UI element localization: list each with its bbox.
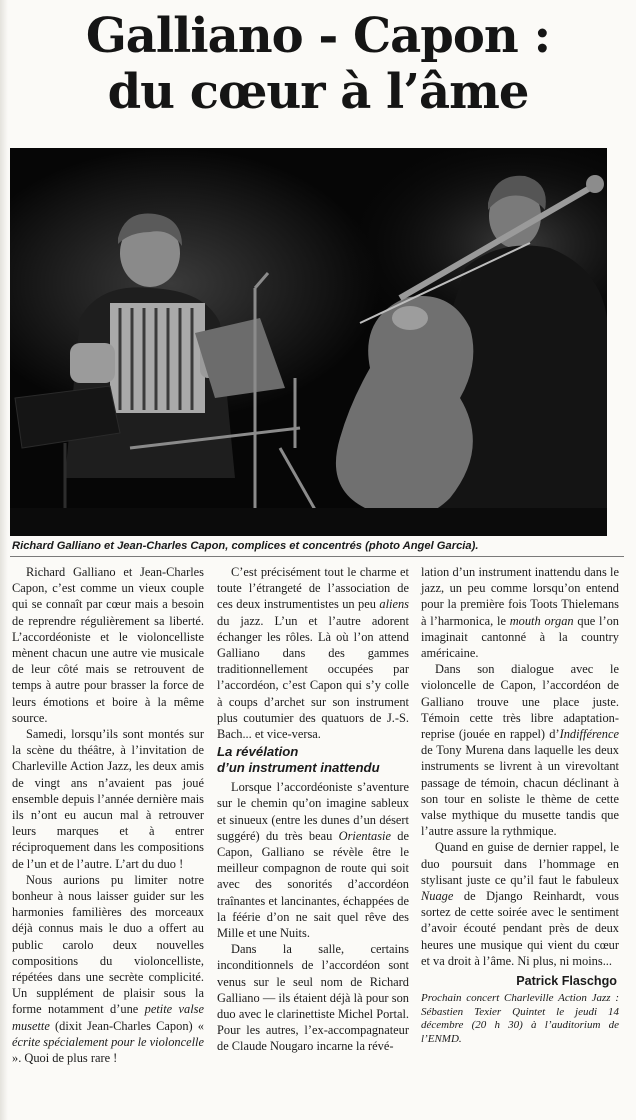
emphasis: Indifférence — [559, 727, 619, 742]
article-column-1 — [12, 564, 204, 1066]
emphasis: écrite spécialement pour le violoncelle — [12, 1034, 204, 1049]
headline-line-1: Galliano - Capon : — [85, 8, 551, 64]
paragraph: Dans son dialogue avec le violoncelle de Capon, l’accordéon de Galliano trouve une place juste. Témoin cette très libre adaptation-reprise (jouée en rappel) d’Indifférence de Tony Murena dans laquelle les deux instruments se livrent à un virevoltant passage de témoin, chacun déclinant à son tour en soliste le thème de cette valse mythique du musette tandis que l’autre assure la rythmique. — [421, 662, 619, 839]
concert-photo — [10, 148, 607, 536]
emphasis: petite valse musette — [12, 1002, 204, 1033]
event-footnote: Prochain concert Charleville Action Jazz : Sébastien Texier Quintet le jeudi 14 décembre (20 h 30) à l’auditorium de l’ENMD. — [421, 992, 619, 1045]
headline-line-2: du cœur à l’âme — [107, 64, 529, 120]
concert-photo-illustration — [10, 148, 607, 536]
emphasis: aliens — [379, 597, 409, 612]
emphasis: mouth organ — [509, 613, 574, 628]
paragraph: Nous aurions pu limiter notre bonheur à nous laisser guider sur les harmonies familières des morceaux déjà connus mais le duo a offert au public carolo deux nouvelles compositions du violoncelliste, répétées dans une secrète complicité. Un supplément de plaisir sous la forme notamment d’une petite valse musette (dixit Jean-Charles Capon) « écrite spécialement pour le violoncelle ». Quoi de plus rare ! — [12, 872, 204, 1066]
paragraph: Quand en guise de dernier rappel, le duo poursuit dans l’hommage en stylisant juste ce qu’il faut le fabuleux Nuage de Django Reinhardt, vous sortez de cette soirée avec le sentiment d’avoir écouté pendant près de deux heures une musique qui vient du cœur et va droit à l’âme. Ni plus, ni moins... — [421, 840, 619, 968]
paragraph: Samedi, lorsqu’ils sont montés sur la scène du théâtre, à l’invitation de Charleville Action Jazz, les deux amis de vingt ans n’avaient pas joué ensemble depuis l’année dernière mais ils n’ont eu aucun mal à retrouver leurs marques et à entrer réciproquement dans les compositions de l’un et de l’autre. L’art du duo ! — [12, 727, 204, 871]
article-column-2 — [217, 564, 409, 1055]
headline — [0, 8, 636, 120]
article-column-3 — [421, 564, 619, 1046]
subheading: La révélation d’un instrument inattendu — [217, 744, 380, 776]
paragraph: lation d’un instrument inattendu dans le jazz, un peu comme lorsqu’on entend pour la première fois Toots Thielemans à l’harmonica, le mouth organ que l’on imaginait cantonné à la country américaine. — [421, 565, 619, 661]
page-fold-shadow — [0, 0, 8, 1120]
paragraph: Richard Galliano et Jean-Charles Capon, c’est comme un vieux couple qui se connaît par cœur mais a besoin de reprendre régulièrement sa liberté. L’accordéoniste et le violoncelliste mènent chacun une autre vie musicale de leur côté mais se retrouvent de temps à autre pour brasser la force de leurs émotions et boire à la même source. — [12, 565, 204, 725]
author-signature: Patrick Flaschgo — [516, 974, 617, 989]
emphasis: Nuage — [421, 889, 454, 904]
emphasis: Orientasie — [338, 828, 391, 843]
paragraph: Dans la salle, certains inconditionnels de l’accordéon sont venus sur le seul nom de Richard Galliano — ils étaient déjà là pour son duo avec le clarinettiste Michel Portal. Pour les autres, l’ex-accompagnateur de Claude Nougaro incarne la révé- — [217, 942, 409, 1054]
photo-caption: Richard Galliano et Jean-Charles Capon, complices et concentrés (photo Angel Garcia). — [12, 540, 479, 552]
paragraph: Lorsque l’accordéoniste s’aventure sur le chemin qu’on imagine sableux et sinueux (entre les dunes d’un désert suggéré) du très beau Orientasie de Capon, Galliano se révèle être le meilleur compagnon de route qui soit avec des sonorités d’accordéon traînantes et lancinantes, échappées de la féérie d’on ne sait quel rêve des Mille et une Nuits. — [217, 780, 409, 941]
divider — [10, 556, 624, 557]
paragraph: C’est précisément tout le charme et toute l’étrangeté de l’association de ces deux instrumentistes un peu aliens du jazz. L’un et l’autre adorent échanger les rôles. Là où l’on attend Galliano dans des gammes traditionnellement occupées par l’accordéon, c’est Capon qui s’y colle à coups d’archet sur son instrument plus coutumier des quatuors de J.-S. Bach... et vice-versa. — [217, 565, 409, 742]
